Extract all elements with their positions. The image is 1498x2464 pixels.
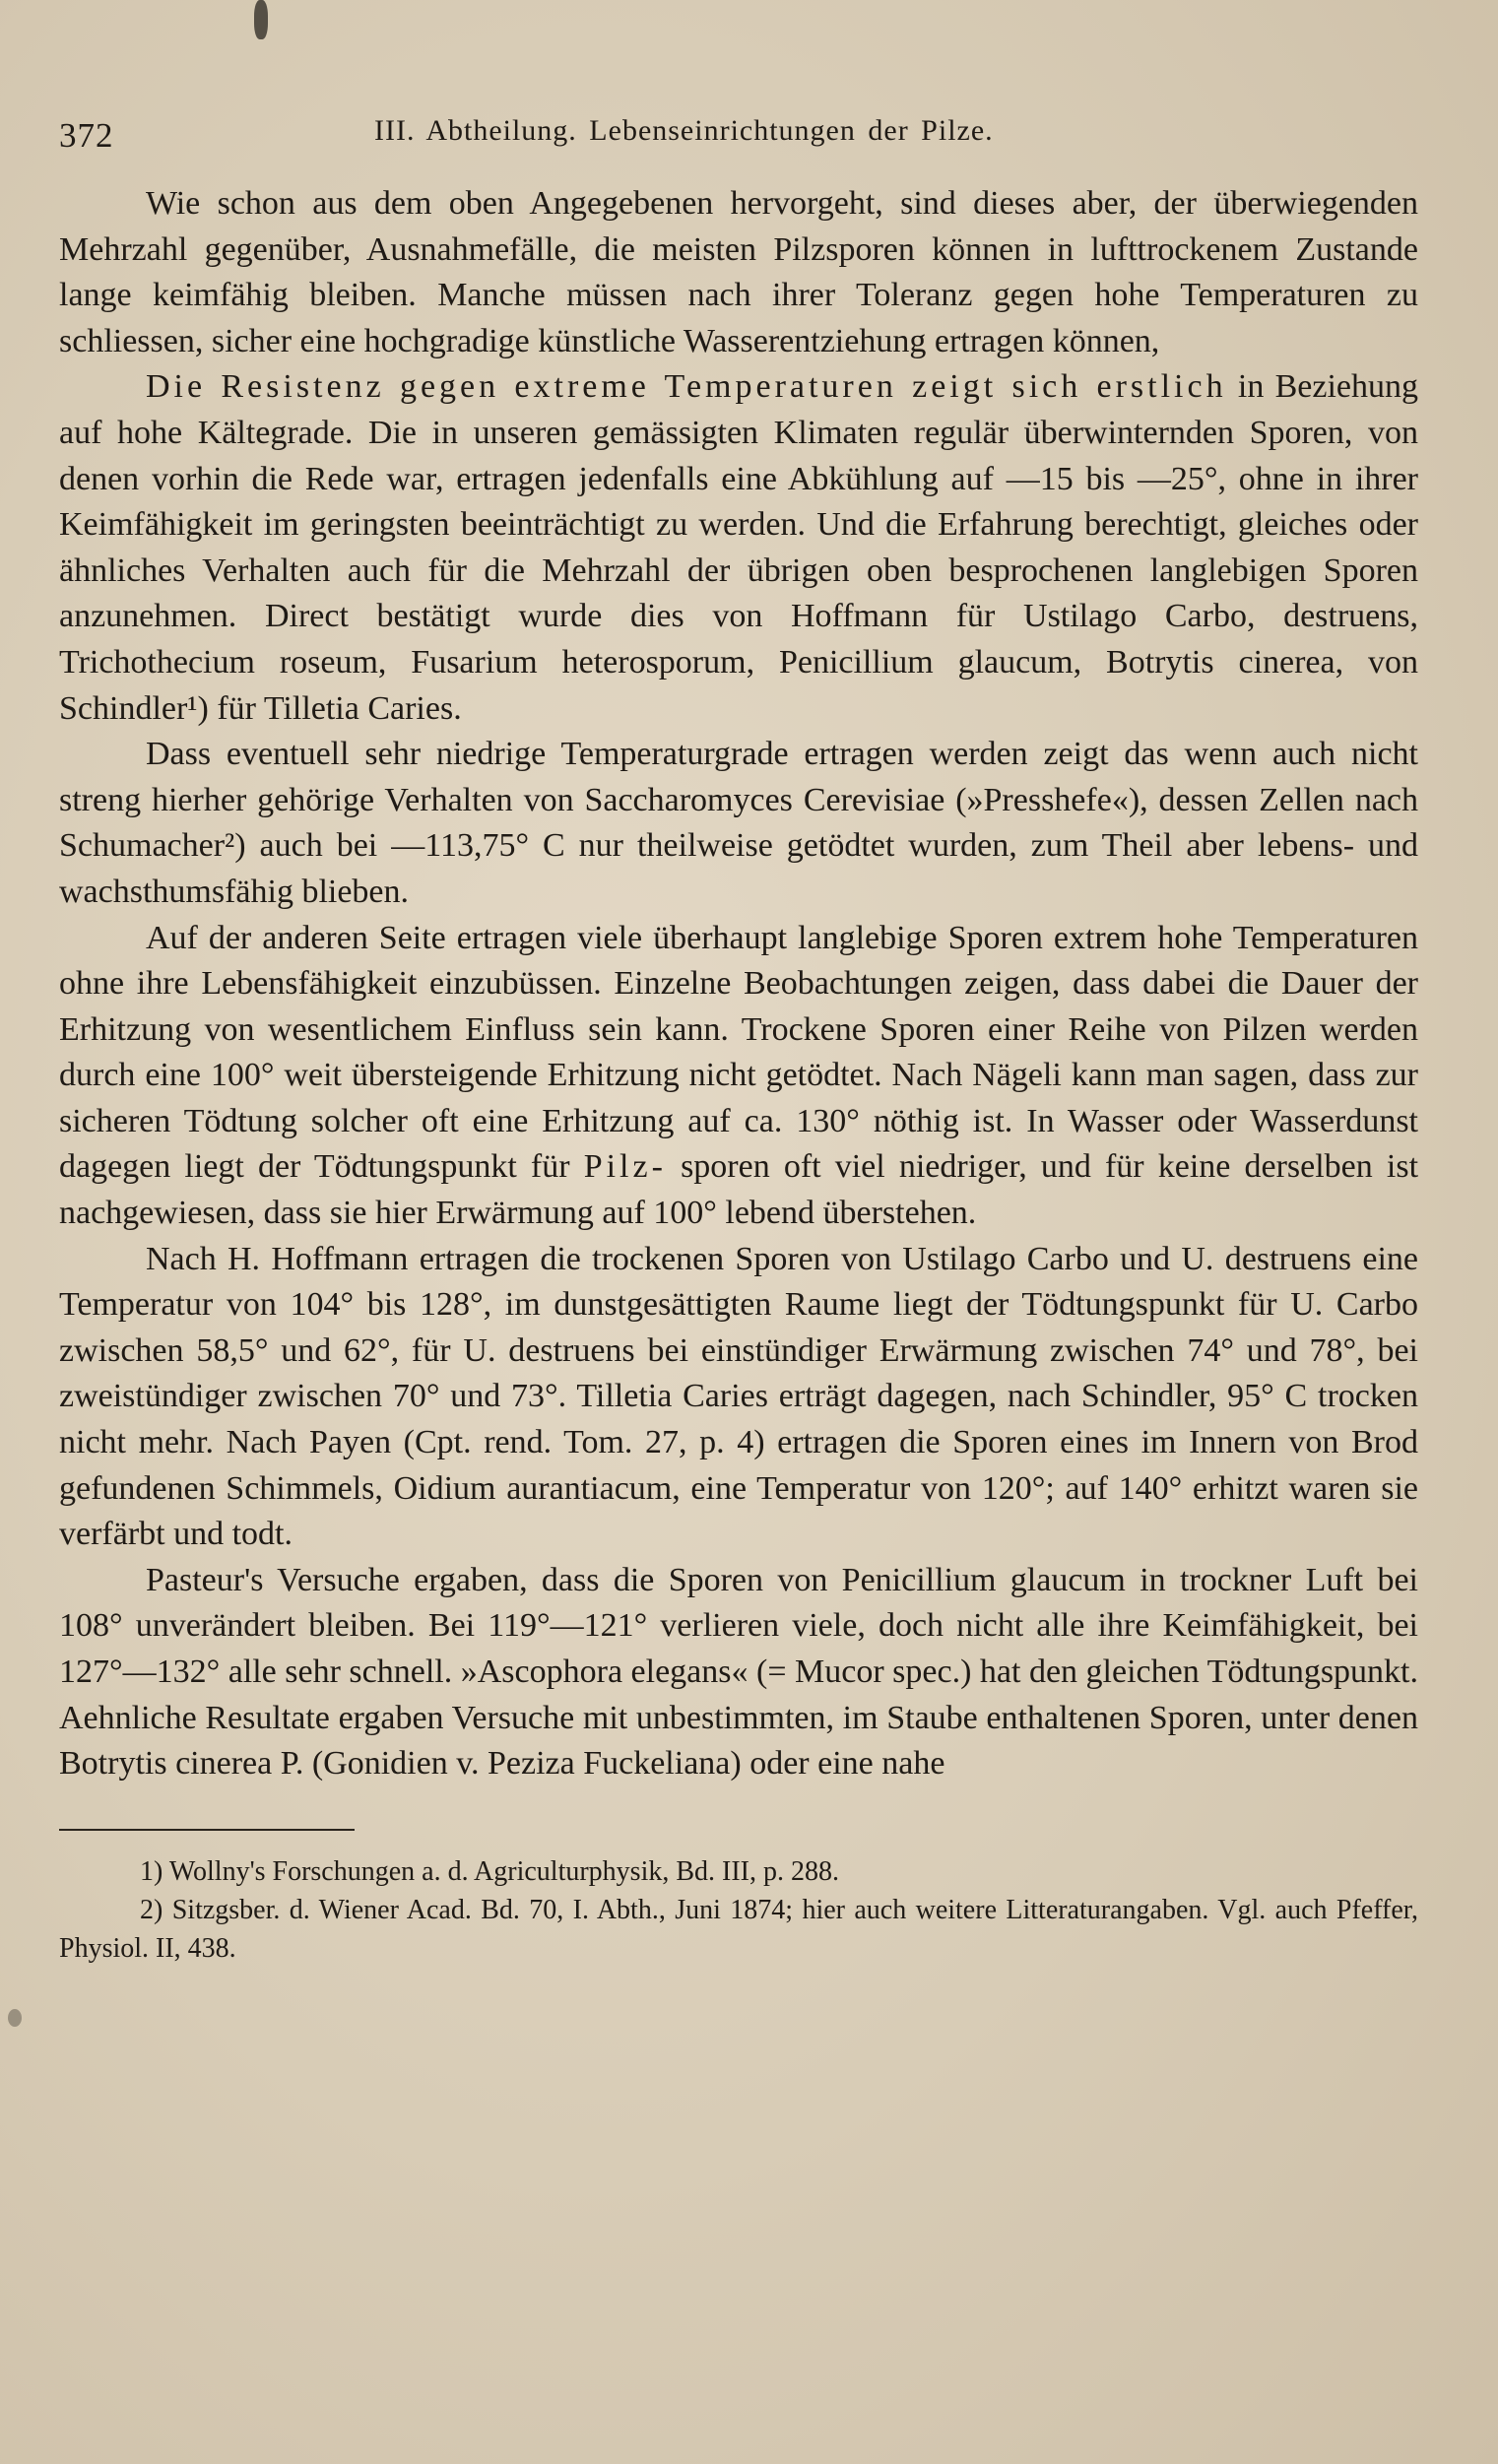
- ink-smudge: [254, 0, 268, 39]
- book-page: [59, 108, 1418, 1968]
- paragraph-text: Auf der anderen Seite ertragen viele überhaupt langlebige Sporen extrem hohe Temperaturen ohne ihre Lebensfähigkeit einzubüssen. Einzelne Beobachtungen zeigen, dass dabei die Dauer der Erhitzung von wesentlichem Einfluss sein kann. Trockene Sporen einer Reihe von Pilzen werden durch eine 100° weit übersteigende Erhitzung nicht getödtet. Nach Nägeli kann man sagen, dass zur sicheren Tödtung solcher oft eine Erhitzung auf ca. 130° nöthig ist. In Wasser oder Wasserdunst dagegen liegt der Tödtungspunkt für: [59, 919, 1418, 1186]
- ink-smudge: [8, 2009, 22, 2027]
- chapter-header: III. Abtheilung. Lebenseinrichtungen der Pilze.: [374, 114, 994, 147]
- footnote: 2) Sitzgsber. d. Wiener Acad. Bd. 70, I. Abth., Juni 1874; hier auch weitere Litteraturangaben. Vgl. auch Pfeffer, Physiol. II, 438.: [59, 1894, 1418, 1964]
- footnote-divider: [59, 1829, 355, 1831]
- paragraph: Nach H. Hoffmann ertragen die trockenen Sporen von Ustilago Carbo und U. destruens eine Temperatur von 104° bis 128°, im dunstgesättigten Raume liegt der Tödtungspunkt für U. Carbo zwischen 58,5° und 62°, für U. destruens bei einstündiger Erwärmung zwischen 74° und 78°, bei zweistündiger zwischen 70° und 73°. Tilletia Caries erträgt dagegen, nach Schindler, 95° C trocken nicht mehr. Nach Payen (Cpt. rend. Tom. 27, p. 4) ertragen die Sporen eines im Innern von Brod gefundenen Schimmels, Oidium aurantiacum, eine Temperatur von 120°; auf 140° erhitzt waren sie verfärbt und todt.: [59, 1240, 1418, 1553]
- page-number: 372: [59, 116, 114, 155]
- spaced-phrase: Pilz-: [583, 1148, 667, 1186]
- paragraph-text: sporen oft viel niedriger, und für keine derselben ist nachgewiesen, dass sie hier Erwärmung auf 100° lebend überstehen.: [59, 1148, 1419, 1232]
- paragraph: Pasteur's Versuche ergaben, dass die Sporen von Penicillium glaucum in trockner Luft bei 108° unverändert bleiben. Bei 119°—121° verlieren viele, doch nicht alle ihre Keimfähigkeit, bei 127°—132° alle sehr schnell. »Ascophora elegans« (= Mucor spec.) hat den gleichen Tödtungspunkt. Aehnliche Resultate ergaben Versuche mit unbestimmten, im Staube enthaltenen Sporen, unter denen Botrytis cinerea P. (Gonidien v. Peziza Fuckeliana) oder eine nahe: [59, 1561, 1418, 1783]
- main-text: [59, 181, 1418, 1787]
- footnote: 1) Wollny's Forschungen a. d. Agriculturphysik, Bd. III, p. 288.: [140, 1855, 839, 1887]
- footnotes: [59, 1852, 1418, 1968]
- paragraph: [59, 364, 1418, 732]
- paragraph: Dass eventuell sehr niedrige Temperaturgrade ertragen werden zeigt das wenn auch nicht streng hierher gehörige Verhalten von Saccharomyces Cerevisiae (»Presshefe«), dessen Zellen nach Schumacher²) auch bei —113,75° C nur theilweise getödtet wurden, zum Theil aber lebens- und wachsthumsfähig blieben.: [59, 736, 1418, 910]
- paragraph-text: in Beziehung auf hohe Kältegrade. Die in unseren gemässigten Klimaten regulär überwinternden Sporen, von denen vorhin die Rede war, ertragen jedenfalls eine Abkühlung auf —15 bis —25°, ohne in ihrer Keimfähigkeit im geringsten beeinträchtigt zu werden. Und die Erfahrung berechtigt, gleiches oder ähnliches Verhalten auch für die Mehrzahl der übrigen oben besprochenen langlebigen Sporen anzunehmen. Direct bestätigt wurde dies von Hoffmann für Ustilago Carbo, destruens, Trichothecium roseum, Fusarium heterosporum, Penicillium glaucum, Botrytis cinerea, von Schindler¹) für Tilletia Caries.: [59, 368, 1419, 727]
- spaced-phrase: Die Resistenz gegen extreme Temperaturen zeigt sich erstlich: [146, 368, 1227, 406]
- running-head: [59, 108, 1418, 158]
- paragraph: Wie schon aus dem oben Angegebenen hervorgeht, sind dieses aber, der überwiegenden Mehrzahl gegenüber, Ausnahmefälle, die meisten Pilzsporen können in lufttrockenem Zustande lange keimfähig bleiben. Manche müssen nach ihrer Toleranz gegen hohe Temperaturen zu schliessen, sicher eine hochgradige künstliche Wasserentziehung ertragen können,: [59, 185, 1418, 359]
- paragraph: [59, 916, 1418, 1237]
